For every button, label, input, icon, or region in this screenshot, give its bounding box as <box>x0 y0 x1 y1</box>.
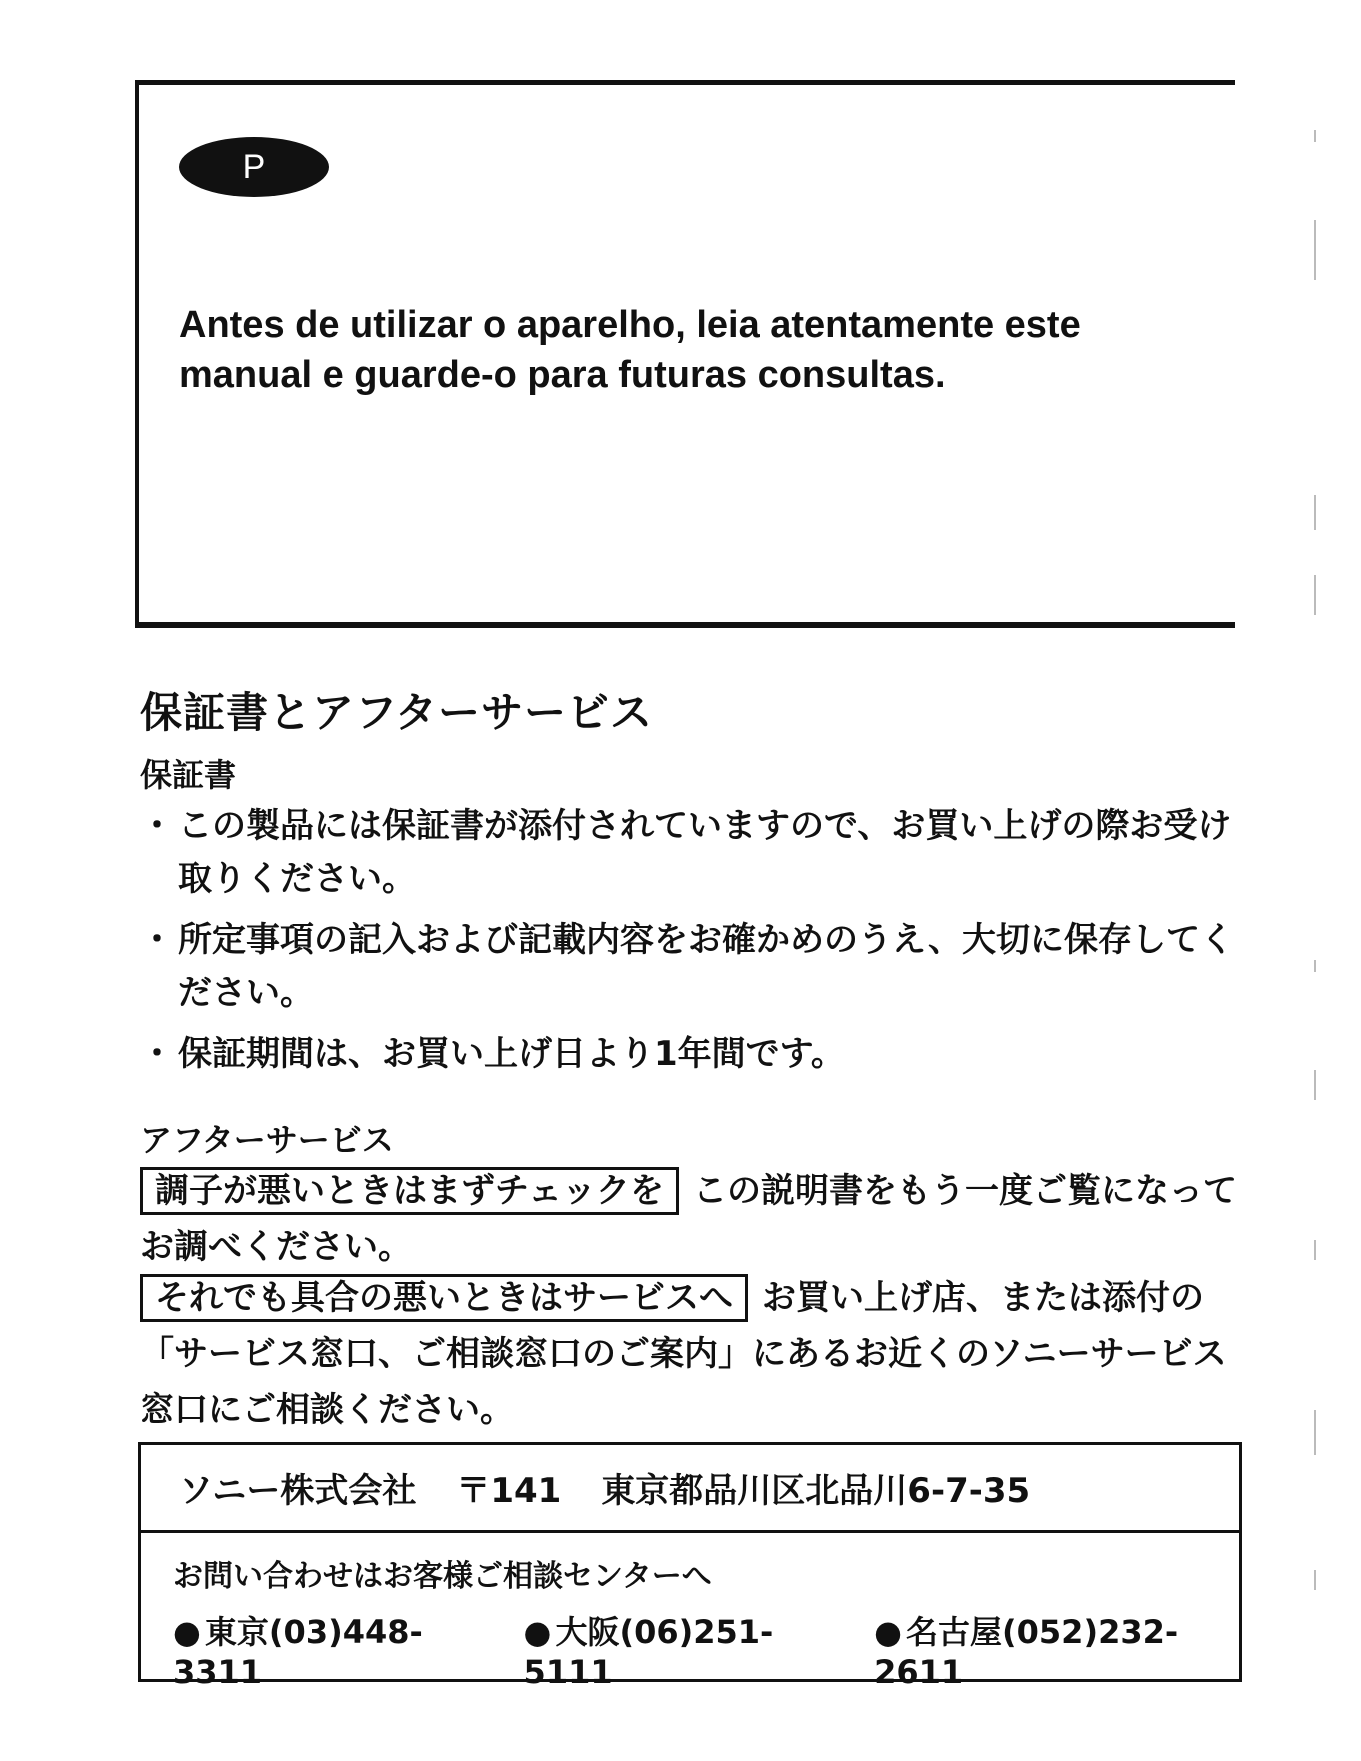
scan-mark <box>1314 1410 1316 1455</box>
scan-mark <box>1314 220 1316 280</box>
scan-mark <box>1314 960 1316 972</box>
bullet-item: ・ 保証期間は、お買い上げ日より1年間です。 <box>140 1028 1250 1081</box>
bullet-item: ・ この製品には保証書が添付されていますので、お買い上げの際お受け取りください。 <box>140 800 1250 906</box>
scan-mark <box>1314 495 1316 530</box>
scan-mark <box>1314 130 1316 142</box>
service-text: お買い上げ店、または添付の「サービス窓口、ご相談窓口のご案内」にあるお近くのソニーサービス窓口にご相談ください。 <box>140 1278 1227 1430</box>
scan-mark <box>1314 1070 1316 1100</box>
language-badge: P <box>179 137 329 197</box>
portuguese-notice-box <box>135 80 1235 628</box>
contact-osaka: ● 大阪(06)251-5111 <box>524 1607 839 1691</box>
after-service-heading: アフターサービス <box>140 1121 394 1159</box>
contact-list <box>141 1595 1239 1691</box>
postal-code: 〒141 <box>456 1471 562 1511</box>
bullet-item: ・ 所定事項の記入および記載内容をお確かめのうえ、大切に保存してください。 <box>140 914 1250 1020</box>
intro-text <box>179 300 1219 400</box>
intro-line-1: Antes de utilizar o aparelho, leia atentamente este <box>179 304 1081 346</box>
scan-mark <box>1314 1240 1316 1260</box>
company-address-row <box>141 1445 1239 1533</box>
scan-mark <box>1314 1570 1316 1590</box>
warranty-heading: 保証書 <box>140 756 237 794</box>
company-info-box <box>138 1442 1242 1691</box>
scan-mark <box>1314 575 1316 615</box>
section-title: 保証書とアフターサービス <box>140 688 654 737</box>
contact-tokyo: ● 東京(03)448-3311 <box>173 1607 488 1691</box>
contact-nagoya: ● 名古屋(052)232-2611 <box>874 1607 1239 1691</box>
service-label: それでも具合の悪いときはサービスへ <box>140 1274 748 1322</box>
check-first-text: この説明書をもう一度ご覧になってお調べください。 <box>140 1171 1237 1267</box>
company-address: 東京都品川区北品川6-7-35 <box>601 1471 1031 1511</box>
check-first-paragraph <box>140 1163 1250 1275</box>
warranty-bullet-list <box>140 800 1250 1089</box>
intro-line-2: manual e guarde-o para futuras consultas. <box>179 354 946 396</box>
contact-lead: お問い合わせはお客様ご相談センターへ <box>173 1559 712 1594</box>
company-name: ソニー株式会社 <box>179 1471 417 1511</box>
check-first-label: 調子が悪いときはまずチェックを <box>140 1167 679 1215</box>
service-paragraph <box>140 1270 1250 1438</box>
